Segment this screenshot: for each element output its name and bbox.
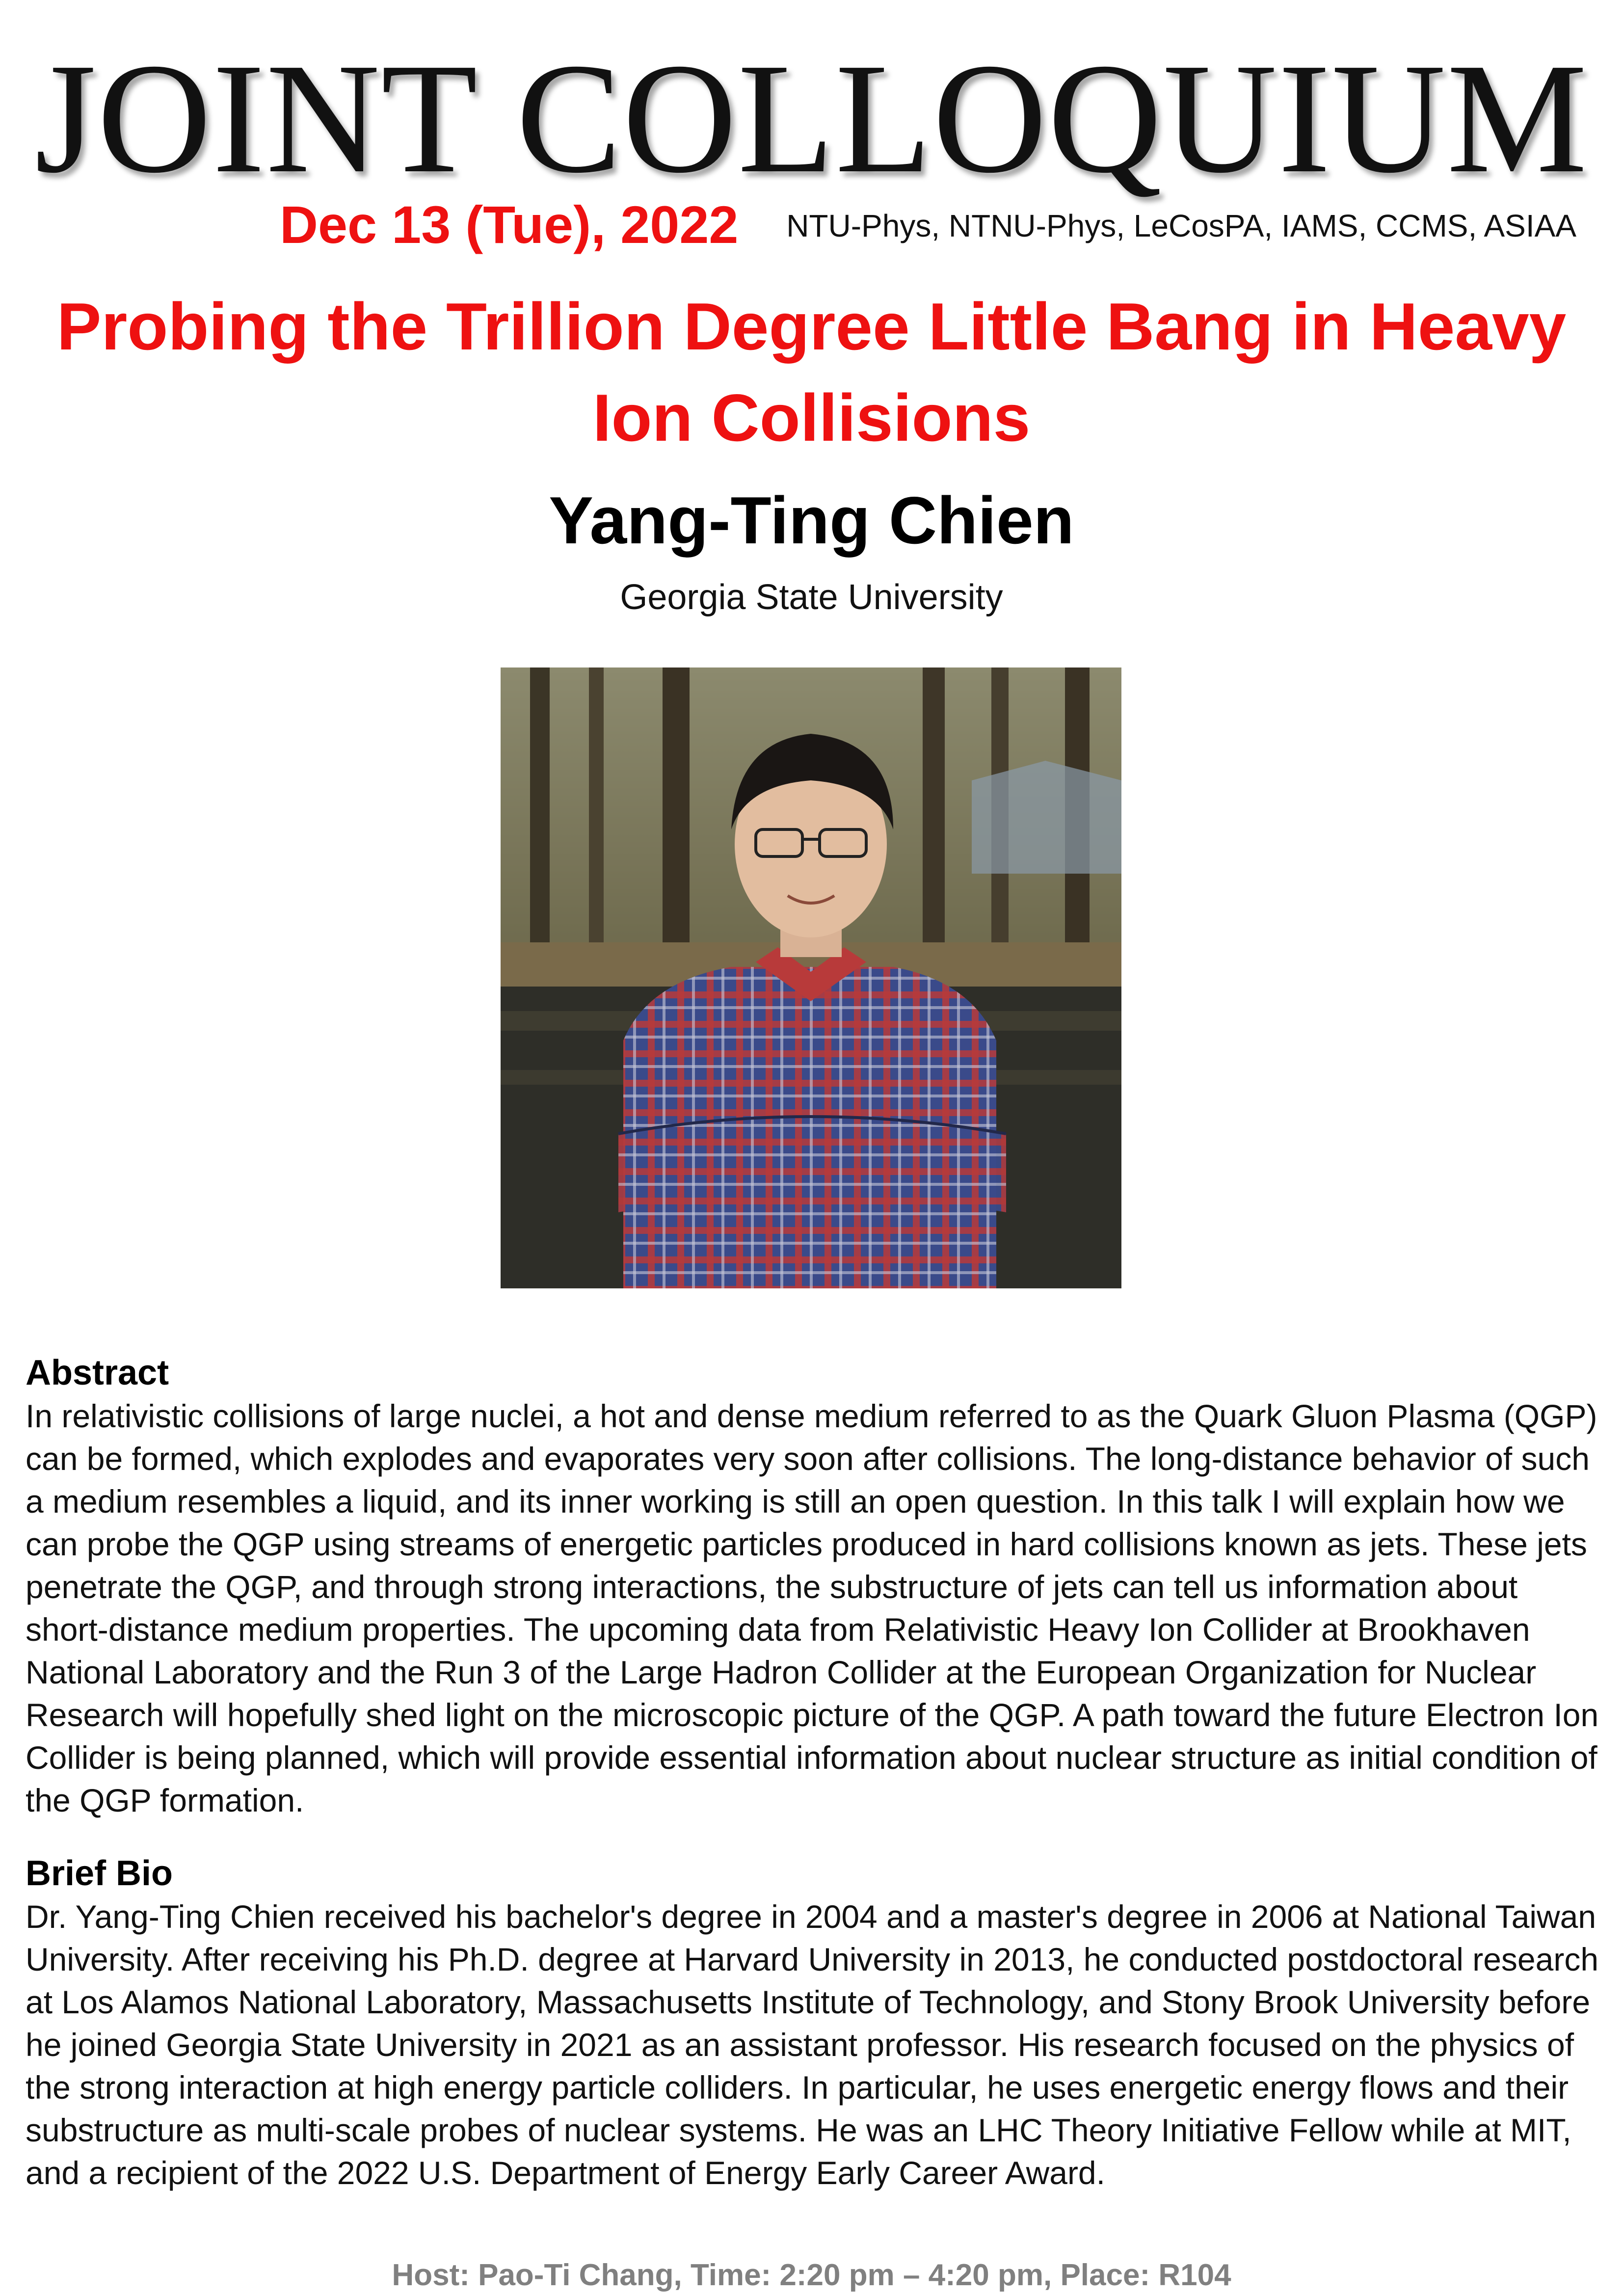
abstract-section [26,1351,1601,1822]
bio-text: Dr. Yang-Ting Chien received his bachelor's degree in 2004 and a master's degree in 2006 at National Taiwan University. After receiving his Ph.D. degree at Harvard University in 2013, he conducted postdoctoral research at Los Alamos National Laboratory, Massachusetts Institute of Technology, and Stony Brook University before he joined Georgia State University in 2021 as an assistant professor. His research focused on the physics of the strong interaction at high energy particle colliders. In particular, he uses energetic energy flows and their substructure as multi-scale probes of nuclear systems. He was an LHC Theory Initiative Fellow while at MIT, and a recipient of the 2022 U.S. Department of Energy Early Career Award. [26,1898,1599,2191]
speaker-name: Yang-Ting Chien [549,483,1074,558]
event-details-footer: Host: Pao-Ti Chang, Time: 2:20 pm – 4:20 pm, Place: R104 [392,2258,1231,2292]
abstract-heading: Abstract [26,1353,169,1392]
colloquium-title: JOINT COLLOQUIUM [34,30,1589,206]
talk-title: Probing the Trillion Degree Little Bang in Heavy Ion Collisions [56,289,1567,455]
organizers-list: NTU-Phys, NTNU-Phys, LeCosPA, IAMS, CCMS, ASIAA [786,208,1576,243]
bio-section [26,1851,1601,2194]
event-date: Dec 13 (Tue), 2022 [280,195,739,254]
speaker-photo [501,667,1121,1288]
abstract-text: In relativistic collisions of large nuclei, a hot and dense medium referred to as the Quark Gluon Plasma (QGP) can be formed, which explodes and evaporates very soon after collisions. The long-distance behavior of such a medium resembles a liquid, and its inner working is still an open question. In this talk I will explain how we can probe the QGP using streams of energetic particles produced in hard collisions known as jets. These jets penetrate the QGP, and through strong interactions, the substructure of jets can tell us information about short-distance medium properties. The upcoming data from Relativistic Heavy Ion Collider at Brookhaven National Laboratory and the Run 3 of the Large Hadron Collider at the European Organization for Nuclear Research will hopefully shed light on the microscopic picture of the QGP. A path toward the future Electron Ion Collider is being planned, which will provide essential information about nuclear structure as initial condition of the QGP formation. [26,1398,1599,1818]
speaker-affiliation: Georgia State University [620,578,1003,617]
bio-heading: Brief Bio [26,1854,173,1893]
